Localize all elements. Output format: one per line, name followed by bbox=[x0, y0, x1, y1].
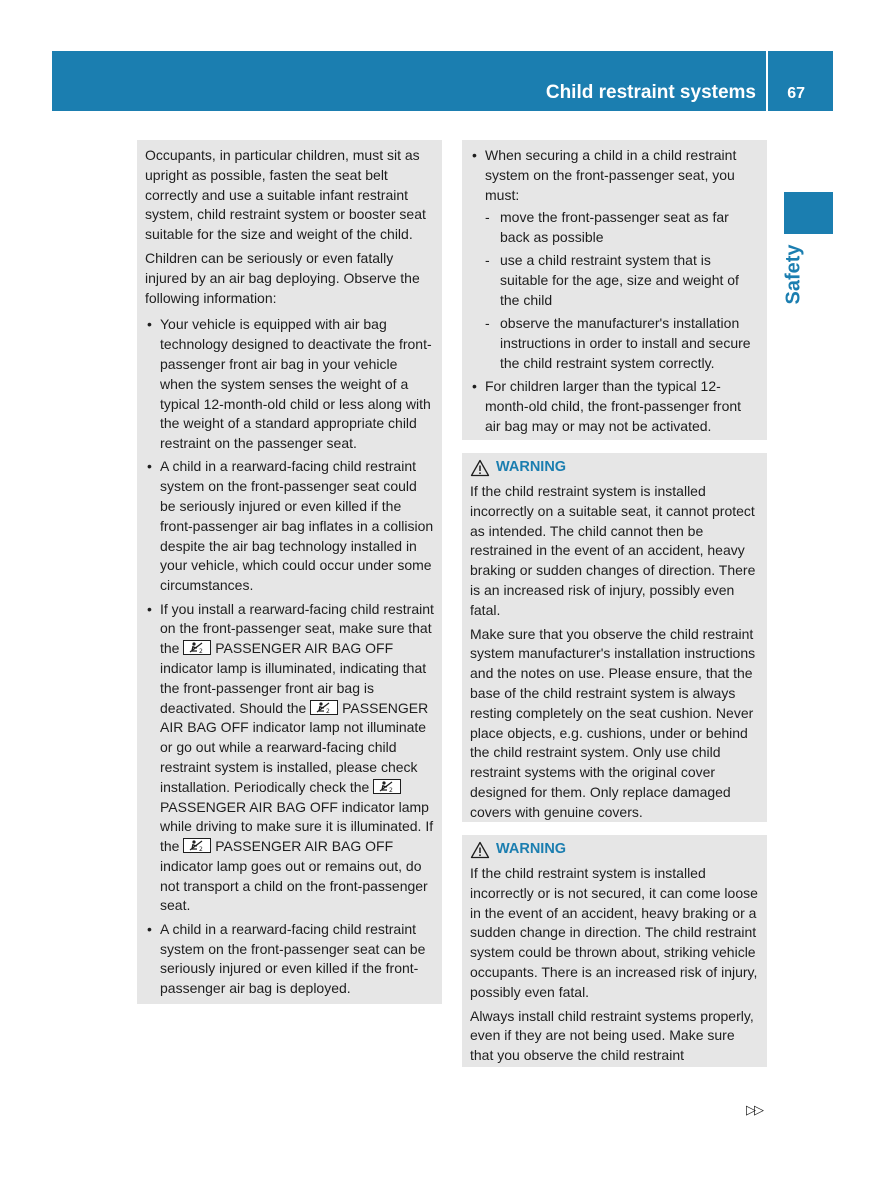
airbag-info-list bbox=[145, 315, 434, 999]
passenger-airbag-off-icon bbox=[183, 838, 211, 853]
warning-heading bbox=[470, 456, 760, 480]
warning-label: WARNING bbox=[496, 841, 567, 858]
svg-text:2: 2 bbox=[326, 707, 331, 714]
list-item: • A child in a rearward-facing child restraint system on the front-passenger seat could be seriously injured or even killed if the front-passenger air bag inflates in a collision despite the air bag technology installed in your vehicle, which could occur under some circumstances. bbox=[145, 457, 434, 596]
item-text: PASSENGER AIR BAG OFF indicator lamp goes out or remains out, do not transport a child on the front-passenger seat. bbox=[160, 838, 428, 914]
item-text: When securing a child in a child restraint system on the front-passenger seat, you must: bbox=[485, 147, 737, 203]
sub-list-item: - observe the manufacturer's installation instructions in order to install and secure the child restraint system correctly. bbox=[485, 314, 759, 373]
list-item bbox=[145, 600, 434, 917]
sub-list-item: - move the front-passenger seat as far back as possible bbox=[485, 208, 759, 248]
svg-text:2: 2 bbox=[199, 846, 204, 853]
warning-triangle-icon bbox=[470, 841, 490, 859]
warning-paragraph: If the child restraint system is installed incorrectly or is not secured, it can come loose in the event of an accident, heavy braking or a sudden change in direction. The child restraint system could be thrown about, striking vehicle occupants. There is an increased risk of injury, possibly even fatal. bbox=[470, 865, 758, 1000]
passenger-airbag-off-icon bbox=[373, 779, 401, 794]
warning-paragraph: If the child restraint system is installed incorrectly on a suitable seat, it cannot protect as intended. The child cannot then be restrained in the event of an accident, heavy braking or sudden changes of direction. There is an increased risk of injury, possibly even fatal. bbox=[470, 483, 756, 618]
item-text: PASSENGER AIR BAG OFF indicator lamp while driving to make sure it is illuminated. If the bbox=[160, 798, 434, 855]
svg-text:2: 2 bbox=[199, 648, 204, 655]
sub-list-item: - use a child restraint system that is suitable for the age, size and weight of the child bbox=[485, 251, 759, 310]
list-item: • A child in a rearward-facing child restraint system on the front-passenger seat can be seriously injured or even killed if the front-passenger air bag is deployed. bbox=[145, 920, 434, 999]
side-tab-label: Safety bbox=[782, 243, 805, 305]
securing-list bbox=[470, 146, 759, 437]
warning-paragraph: Make sure that you observe the child restraint system manufacturer's installation instructions and the notes on use. Please ensure, that the base of the child restraint system is always resting completely on the seat cushion. Never place objects, e.g. cushions, under or behind the child restraint system. Only use child restraint systems with the original cover designed for them. Only replace damaged covers with genuine covers. bbox=[470, 625, 756, 820]
item-text: PASSENGER AIR BAG OFF indicator lamp not illuminate or go out while a rearward-facing child restraint system is installed, please check installation. Periodically check the bbox=[160, 699, 429, 795]
side-tab bbox=[773, 238, 815, 310]
list-item: • Your vehicle is equipped with air bag technology designed to deactivate the front-passenger front air bag in your vehicle when the system senses the weight of a typical 12-month-old child or less along with the weight of a standard appropriate child restraint on the passenger seat. bbox=[145, 315, 434, 454]
intro-paragraph: Occupants, in particular children, must sit as upright as possible, fasten the seat belt correctly and use a suitable infant restraint system, child restraint system or booster seat suitable for the size and weight of the child. bbox=[145, 147, 426, 243]
list-item bbox=[470, 146, 759, 374]
item-text: PASSENGER AIR BAG OFF indicator lamp is illuminated, indicating that the front-passenger front air bag is deactivated. Should the bbox=[160, 640, 427, 716]
passenger-airbag-off-icon bbox=[310, 700, 338, 715]
page-header bbox=[52, 51, 833, 111]
header-divider bbox=[766, 51, 768, 111]
continue-marker: ▷▷ bbox=[746, 1102, 762, 1117]
warning-paragraph: Always install child restraint systems properly, even if they are not being used. Make sure that you observe the child restraint bbox=[470, 1007, 754, 1064]
warning-box bbox=[462, 453, 767, 822]
right-info-box bbox=[462, 140, 767, 440]
warning-box bbox=[462, 835, 767, 1067]
sub-list bbox=[485, 208, 759, 373]
side-tab-marker bbox=[784, 192, 833, 234]
intro-paragraph: Children can be seriously or even fatally injured by an air bag deploying. Observe the following information: bbox=[145, 249, 420, 306]
list-item: • For children larger than the typical 12-month-old child, the front-passenger front air bag may or may not be activated. bbox=[470, 377, 759, 436]
left-info-box bbox=[137, 140, 442, 1004]
warning-label: WARNING bbox=[496, 459, 567, 476]
page-number: 67 bbox=[787, 85, 805, 102]
warning-triangle-icon bbox=[470, 459, 490, 477]
svg-text:2: 2 bbox=[389, 786, 394, 793]
item-text: If you install a rearward-facing child restraint on the front-passenger seat, make sure that the bbox=[160, 600, 434, 657]
warning-heading bbox=[470, 838, 760, 862]
section-title: Child restraint systems bbox=[545, 82, 756, 103]
passenger-airbag-off-icon bbox=[183, 640, 211, 655]
